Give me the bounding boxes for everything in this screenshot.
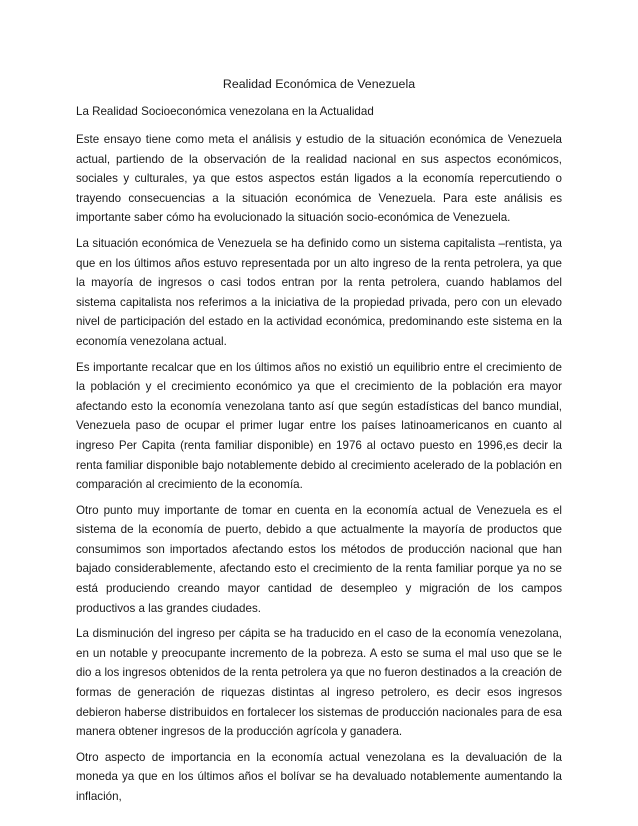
paragraph-5: La disminución del ingreso per cápita se ha traducido en el caso de la economía venezolana, en un notable y preocupante incremento de la pobreza. A esto se suma el mal uso que se le dio a los ingresos obtenidos de la renta petrolera ya que no fueron destinados a la creación de formas de generación de riquezas distintas al ingreso petrolero, es decir esos ingresos debieron haberse distribuidos en fortalecer los sistemas de producción nacionales para de esa manera obtener ingresos de la producción agrícola y ganadera.: [76, 627, 562, 739]
paragraph-6: Otro aspecto de importancia en la economía actual venezolana es la devaluación de la moneda ya que en los últimos años el bolívar se ha devaluado notablemente aumentando la inflación,: [76, 750, 562, 803]
paragraph-1: Este ensayo tiene como meta el análisis y estudio de la situación económica de Venezuela actual, partiendo de la observación de la realidad nacional en sus aspectos económicos, sociales y culturales, ya que estos aspectos están ligados a la economía repercutiendo o trayendo consecuencias a la situación económica de Venezuela. Para este análisis es importante saber cómo ha evolucionado la situación socio-económica de Venezuela.: [76, 133, 562, 225]
document-page: [76, 76, 562, 813]
document-title: Realidad Económica de Venezuela: [222, 77, 416, 91]
paragraph-4: Otro punto muy importante de tomar en cuenta en la economía actual de Venezuela es el sistema de la economía de puerto, debido a que actualmente la mayoría de productos que consumimos son importados afectando estos los métodos de producción nacional que han bajado considerablemente, afectando esto el crecimiento de la renta familiar porque ya no se está produciendo creando mayor cantidad de desempleo y migración de los campos productivos a las grandes ciudades.: [76, 503, 562, 615]
paragraph-3: Es importante recalcar que en los últimos años no existió un equilibrio entre el crecimiento de la población y el crecimiento económico ya que el crecimiento de la población era mayor afectando esto la economía venezolana tanto así que según estadísticas del banco mundial, Venezuela paso de ocupar el primer lugar entre los países latinoamericanos en cuanto al ingreso Per Capita (renta familiar disponible) en 1976 al octavo puesto en 1996,es decir la renta familiar disponible bajo notablemente debido al crecimiento acelerado de la población en comparación al crecimiento de la economía.: [76, 360, 562, 492]
paragraph-2: La situación económica de Venezuela se ha definido como un sistema capitalista –rentista, ya que en los últimos años estuvo representada por un alto ingreso de la renta petrolera, ya que la mayoría de ingresos o casi todos entran por la renta petrolera, cuando hablamos del sistema capitalista nos referimos a la iniciativa de la propiedad privada, pero con un elevado nivel de participación del estado en la actividad económica, predominando este sistema en la economía venezolana actual.: [76, 236, 562, 348]
document-subtitle: La Realidad Socioeconómica venezolana en la Actualidad: [76, 105, 374, 118]
